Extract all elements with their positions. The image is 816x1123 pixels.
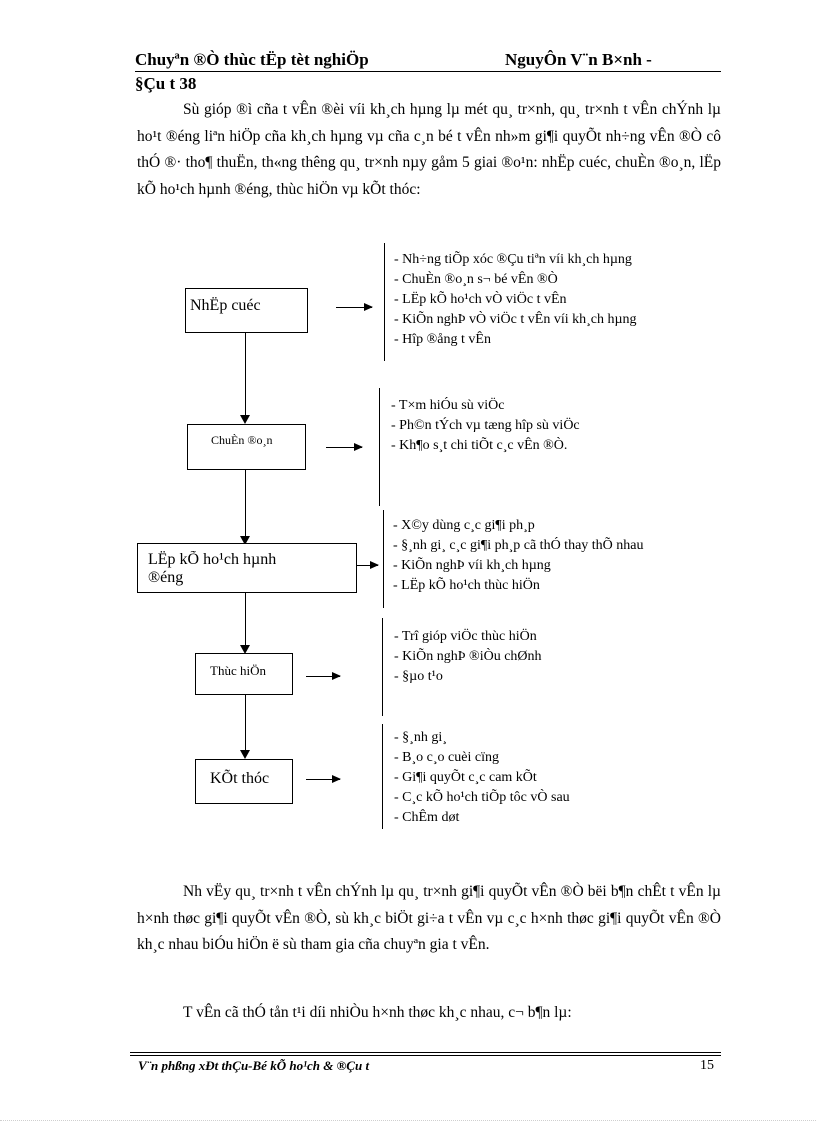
bracket-line — [382, 724, 383, 829]
step-box-chuan-doan — [187, 424, 306, 470]
list-item: - X©y dùng c¸c gi¶i ph¸p — [393, 518, 535, 533]
step-label: KÕt thóc — [210, 770, 270, 787]
connector-line — [245, 593, 246, 647]
step-details-list — [394, 250, 637, 350]
step-label: Thùc hiÖn — [210, 663, 266, 678]
list-item: - §¸nh gi¸ c¸c gi¶i ph¸p cã thÓ thay thÕ nhau — [393, 538, 644, 553]
page-edge — [0, 1120, 816, 1121]
header-subtitle: §Çu t 38 — [135, 74, 197, 93]
bracket-line — [384, 243, 385, 361]
summary-paragraph: Nh vËy qu¸ tr×nh t vÊn chÝnh lµ qu¸ tr×nh gi¶i quyÕt vÊn ®Ò bëi b¶n chÊt t vÊn lµ h×nh thøc gi¶i quyÕt vÊn ®Ò, sù kh¸c biÖt gi÷a t vÊn vµ c¸c h×nh thøc gi¶i quyÕt vÊn ®Ò kh¸c nhau biÓu hiÖn ë sù tham gia cña chuyªn gia t vÊn. — [137, 883, 721, 953]
list-item: - ChÊm døt — [394, 810, 460, 825]
step-details-list — [394, 728, 570, 828]
list-item: - LËp kÕ ho¹ch vÒ viÖc t vÊn — [394, 292, 567, 307]
arrow-right-icon — [356, 565, 378, 566]
list-item: - C¸c kÕ ho¹ch tiÕp tôc vÒ sau — [394, 790, 570, 805]
list-item: - B¸o c¸o cuèi cïng — [394, 750, 499, 765]
header-divider — [135, 71, 721, 72]
bracket-line — [379, 388, 380, 506]
step-box-lap-ke-hoach — [137, 543, 357, 593]
list-item: - KiÕn nghÞ víi kh¸ch hµng — [393, 558, 551, 573]
list-item: - KiÕn nghÞ ®iÒu chØnh — [394, 649, 542, 664]
connector-line — [245, 695, 246, 750]
forms-paragraph: T vÊn cã thÓ tån t¹i díi nhiÒu h×nh thøc kh¸c nhau, c¬ b¶n lµ: — [183, 1004, 572, 1021]
arrow-down-icon — [240, 415, 250, 424]
bracket-line — [382, 618, 383, 716]
arrow-right-icon — [336, 307, 372, 308]
list-item: - §¸nh gi¸ — [394, 730, 447, 745]
arrow-right-icon — [326, 447, 362, 448]
step-label: ChuÈn ®o¸n — [211, 433, 273, 447]
connector-line — [245, 333, 246, 416]
page-number: 15 — [700, 1058, 714, 1073]
list-item: - T×m hiÓu sù viÖc — [391, 398, 505, 413]
arrow-right-icon — [306, 779, 340, 780]
footer-organization: V¨n phßng xÐt thÇu-Bé kÕ ho¹ch & ®Çu t — [138, 1058, 370, 1073]
list-item: - Ph©n tÝch vµ tæng hîp sù viÖc — [391, 418, 580, 433]
step-details-list — [391, 396, 580, 456]
list-item: - KiÕn nghÞ vÒ viÖc t vÊn víi kh¸ch hµng — [394, 312, 637, 327]
list-item: - Trî gióp viÖc thùc hiÖn — [394, 629, 537, 644]
arrow-right-icon — [306, 676, 340, 677]
step-details-list — [394, 627, 542, 687]
document-title: Chuyªn ®Ò thùc tËp tèt nghiÖp — [135, 50, 369, 69]
step-label: LËp kÕ ho¹ch hµnh ®éng — [148, 551, 277, 586]
list-item: - LËp kÕ ho¹ch thùc hiÖn — [393, 578, 540, 593]
list-item: - §µo t¹o — [394, 669, 443, 684]
arrow-down-icon — [240, 750, 250, 759]
step-details-list — [393, 516, 644, 596]
footer-divider — [130, 1055, 721, 1056]
list-item: - Hîp ®ång t vÊn — [394, 332, 491, 347]
connector-line — [245, 470, 246, 537]
list-item: - Gi¶i quyÕt c¸c cam kÕt — [394, 770, 537, 785]
step-box-ket-thuc — [195, 759, 293, 804]
footer-divider — [130, 1052, 721, 1053]
step-box-nhap-cuoc — [185, 288, 308, 333]
step-box-thuc-hien — [195, 653, 293, 695]
step-label: NhËp cuéc — [190, 297, 261, 314]
list-item: - Kh¶o s¸t chi tiÕt c¸c vÊn ®Ò. — [391, 438, 568, 453]
list-item: - ChuÈn ®o¸n s¬ bé vÊn ®Ò — [394, 272, 558, 287]
bracket-line — [383, 510, 384, 608]
intro-paragraph: Sù gióp ®ì cña t vÊn ®èi víi kh¸ch hµng lµ mét qu¸ tr×nh, qu¸ tr×nh t vÊn chÝnh lµ ho¹t ®éng liªn hiÖp cña kh¸ch hµng vµ cña c¸n bé t vÊn nh»m gi¶i quyÕt nh÷ng vÊn ®Ò cô thÓ ®· tho¶ thuËn, th«ng thêng qu¸ tr×nh nµy gåm 5 giai ®o¹n: nhËp cuéc, chuÈn ®o¸n, lËp kÕ ho¹ch hµnh ®éng, thùc hiÖn vµ kÕt thóc: — [137, 101, 721, 198]
author-name: NguyÔn V¨n B×nh - — [505, 50, 652, 69]
list-item: - Nh÷ng tiÕp xóc ®Çu tiªn víi kh¸ch hµng — [394, 252, 632, 267]
